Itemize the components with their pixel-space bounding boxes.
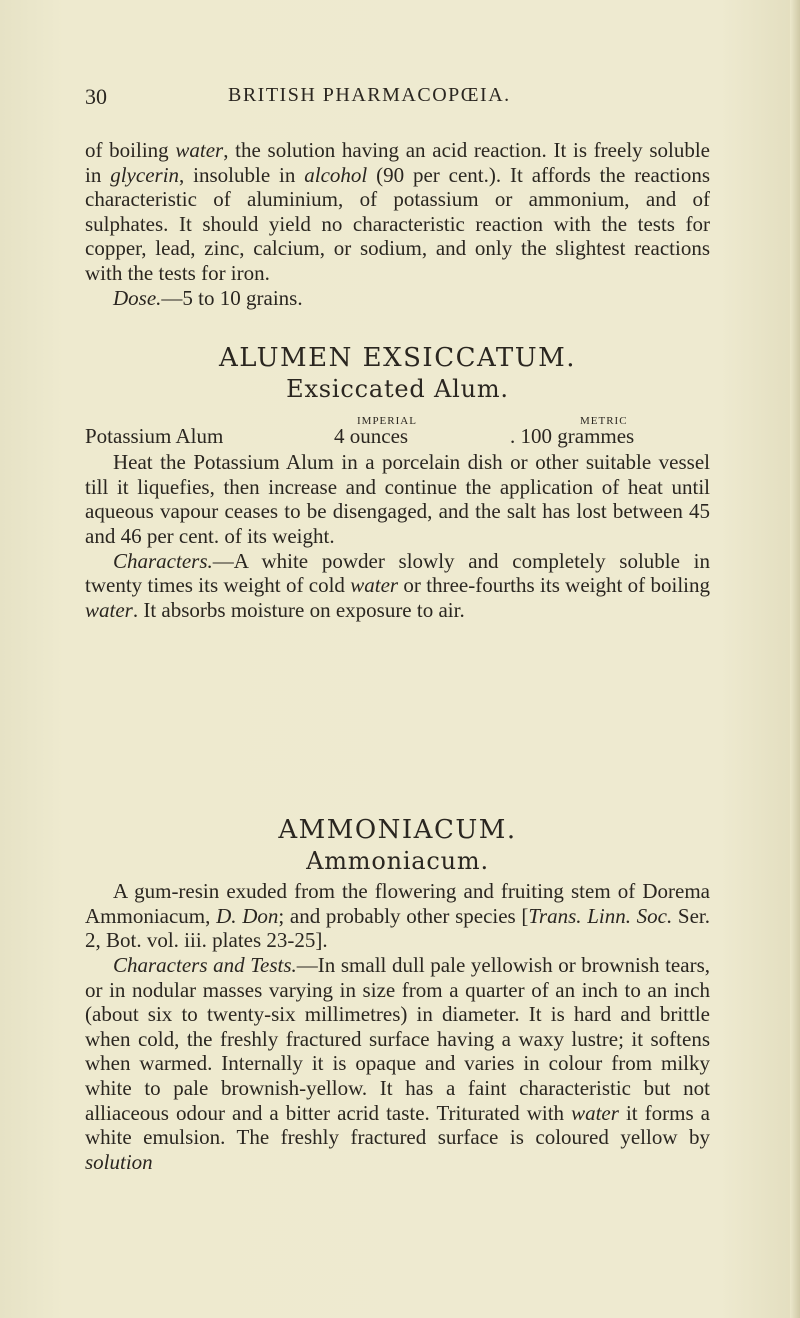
alumen-characters: Characters.—A white powder slowly and completely soluble in twenty times its weight of cold water or three-fourths its weight of boiling water. It absorbs moisture on exposure to air.: [85, 548, 710, 622]
imperial-column-header: IMPERIAL: [357, 415, 417, 428]
recipe-row: [85, 424, 710, 450]
ammoniacum-title: AMMONIACUM.: [278, 815, 517, 845]
alumen-section: [85, 343, 710, 622]
page-number: 30: [85, 84, 107, 109]
running-title: BRITISH PHARMACOPŒIA.: [228, 84, 511, 106]
page-edge: [790, 0, 800, 1318]
ammoniacum-subtitle: Ammoniacum.: [306, 846, 489, 875]
page-header: [0, 84, 800, 114]
continuation-block: [85, 138, 710, 310]
dose-label: Dose.: [113, 285, 162, 310]
continuation-paragraph: of boiling water, the solution having an acid reaction. It is freely soluble in glycerin, insoluble in alcohol (90 per cent.). It affords the reactions characteristic of aluminium, of potassium or ammonium, and of sulphates. It should yield no characteristic reaction with the tests for copper, lead, zinc, calcium, or sodium, and only the slightest reactions with the tests for iron.: [85, 138, 711, 285]
metric-quantity: . 100 grammes: [510, 424, 635, 449]
ammoniacum-section: [85, 815, 711, 1174]
ammoniacum-characters: Characters and Tests.—In small dull pale yellowish or brownish tears, or in nodular masses varying in size from a quarter of an inch to an inch (about six to twenty-six millimetres) in diameter. It is hard and brittle when cold, the freshly fractured surface having a waxy lustre; it softens when warmed. Internally it is opaque and varies in colour from milky white to pale brownish-yellow. It has a faint characteristic but not alliaceous odour and a bitter acrid taste. Triturated with water it forms a white emulsion. The freshly fractured surface is coloured yellow by solution: [85, 952, 710, 1174]
recipe-column-headers: [85, 406, 710, 428]
ingredient: Potassium Alum: [85, 424, 224, 449]
dose-text: —5 to 10 grains.: [161, 285, 303, 310]
alumen-title: ALUMEN EXSICCATUM.: [218, 343, 576, 373]
metric-column-header: METRIC: [580, 415, 628, 428]
imperial-quantity: 4 ounces: [334, 424, 409, 449]
method-paragraph: Heat the Potassium Alum in a porcelain dish or other suitable vessel till it liquefies, then increase and continue the application of heat until aqueous vapour ceases to be disengaged, and the salt has lost between 45 and 46 per cent. of its weight.: [85, 450, 710, 548]
alumen-subtitle: Exsiccated Alum.: [286, 374, 509, 403]
dose-line: [85, 286, 710, 311]
ammoniacum-description: A gum-resin exuded from the flowering and fruiting stem of Dorema Ammoniacum, D. Don; and probably other species [Trans. Linn. Soc. Ser. 2, Bot. vol. iii. plates 23-25].: [85, 879, 711, 953]
